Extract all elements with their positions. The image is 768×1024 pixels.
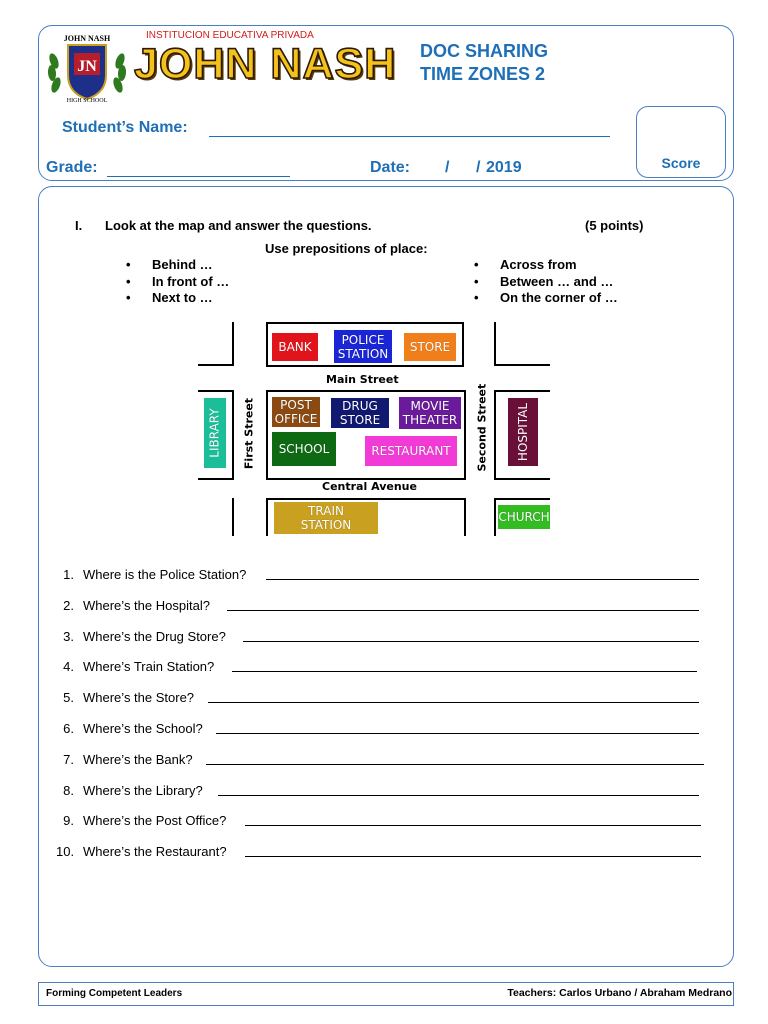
crest-bottom-text: HIGH SCHOOL <box>66 98 108 103</box>
date-slash-2: / <box>476 159 481 176</box>
list-item <box>56 752 716 783</box>
road-edge <box>266 498 466 500</box>
question-number: 6. <box>63 720 74 736</box>
prepositions-left-list <box>126 257 229 307</box>
list-item <box>56 721 716 752</box>
answer-line[interactable] <box>245 825 701 826</box>
list-item <box>56 629 716 660</box>
question-text: Where’s the Post Office? <box>83 813 227 829</box>
question-text: Where’s the Hospital? <box>83 597 210 613</box>
central-avenue-label: Central Avenue <box>322 480 417 493</box>
school-building: SCHOOL <box>272 432 336 466</box>
prepositions-title: Use prepositions of place: <box>265 241 428 256</box>
list-item <box>56 690 716 721</box>
road-edge <box>232 390 234 480</box>
section-numeral: I. <box>75 218 83 233</box>
road-edge <box>198 478 234 480</box>
school-name-logo: JOHN NASH <box>134 40 397 88</box>
road-edge <box>462 322 464 367</box>
road-edge <box>266 365 464 367</box>
list-item <box>56 659 716 690</box>
answer-line[interactable] <box>218 795 699 796</box>
list-item: • In front of … <box>126 274 229 291</box>
second-street-label: Second Street <box>475 383 489 472</box>
list-item: • Behind … <box>126 257 229 274</box>
question-number: 2. <box>63 597 74 613</box>
road-edge <box>494 322 496 366</box>
first-street-label: First Street <box>242 397 256 470</box>
road-edge <box>232 498 234 536</box>
list-item: • Next to … <box>126 290 229 307</box>
question-text: Where’s Train Station? <box>83 659 215 675</box>
road-edge <box>198 364 234 366</box>
road-edge <box>494 390 496 480</box>
question-text: Where’s the Store? <box>83 690 195 706</box>
svg-text:JN: JN <box>77 58 97 75</box>
hospital-building: HOSPITAL <box>508 398 538 466</box>
road-edge <box>494 498 550 500</box>
post-office-building: POST OFFICE <box>272 397 320 427</box>
school-crest-logo <box>44 31 130 103</box>
points-label: (5 points) <box>585 218 644 233</box>
list-item: • Across from <box>474 257 618 274</box>
question-text: Where’s the Restaurant? <box>83 844 227 860</box>
list-item <box>56 813 716 844</box>
answer-line[interactable] <box>206 764 704 765</box>
road-edge <box>494 478 550 480</box>
road-edge <box>494 498 496 536</box>
list-item <box>56 598 716 629</box>
question-number: 9. <box>63 813 74 829</box>
road-edge <box>266 390 466 392</box>
question-text: Where is the Police Station? <box>83 567 247 582</box>
score-box[interactable] <box>636 106 726 178</box>
road-edge <box>464 498 466 536</box>
date-year: 2019 <box>486 159 522 176</box>
document-title-line1: DOC SHARING <box>420 41 549 61</box>
date-slash-1: / <box>445 159 450 176</box>
answer-line[interactable] <box>245 856 701 857</box>
footer-teachers: Teachers: Carlos Urbano / Abraham Medrano <box>507 987 732 999</box>
document-title-line2: TIME ZONES 2 <box>420 64 546 84</box>
date-label: Date: <box>370 159 411 176</box>
drug-store-building: DRUG STORE <box>331 398 389 428</box>
list-item: • On the corner of … <box>474 290 618 307</box>
institution-type: INSTITUCION EDUCATIVA PRIVADA <box>146 30 314 41</box>
question-number: 8. <box>63 782 74 798</box>
road-edge <box>198 390 234 392</box>
movie-theater-building: MOVIE THEATER <box>399 397 461 429</box>
road-edge <box>232 322 234 366</box>
question-number: 10. <box>56 844 75 860</box>
student-name-field[interactable] <box>209 136 610 137</box>
bank-building: BANK <box>272 333 318 361</box>
road-edge <box>266 390 268 480</box>
list-item <box>56 783 716 814</box>
list-item <box>56 844 716 875</box>
list-item <box>56 567 716 598</box>
restaurant-building: RESTAURANT <box>365 436 457 466</box>
question-text: Where’s the School? <box>83 720 203 736</box>
road-edge <box>464 390 466 480</box>
question-text: Where’s the Library? <box>83 782 203 798</box>
score-label: Score <box>661 155 701 171</box>
question-number: 4. <box>63 659 74 675</box>
prepositions-right-list <box>474 257 618 307</box>
question-number: 5. <box>63 690 74 706</box>
question-number: 1. <box>63 567 74 582</box>
grade-label: Grade: <box>46 159 98 176</box>
road-edge <box>266 498 268 536</box>
police-station-building: POLICE STATION <box>334 330 392 363</box>
question-number: 7. <box>63 751 74 767</box>
main-street-label: Main Street <box>326 373 399 386</box>
list-item: • Between … and … <box>474 274 618 291</box>
train-station-building: TRAIN STATION <box>274 502 378 534</box>
student-name-label: Student’s Name: <box>62 119 188 136</box>
store-building: STORE <box>404 333 456 361</box>
town-map <box>198 320 550 538</box>
church-building: CHURCH <box>498 505 550 529</box>
answer-line[interactable] <box>216 733 699 734</box>
question-list <box>56 567 716 875</box>
road-edge <box>494 390 550 392</box>
document-title <box>420 40 548 86</box>
answer-line[interactable] <box>266 579 699 580</box>
road-edge <box>266 322 464 324</box>
answer-line[interactable] <box>232 671 697 672</box>
answer-line[interactable] <box>227 610 699 611</box>
library-building: LIBRARY <box>204 398 226 468</box>
answer-line[interactable] <box>208 702 699 703</box>
answer-line[interactable] <box>243 641 699 642</box>
question-text: Where’s the Bank? <box>83 751 193 767</box>
road-edge <box>266 322 268 367</box>
question-number: 3. <box>63 628 74 644</box>
question-text: Where’s the Drug Store? <box>83 628 226 644</box>
footer-motto: Forming Competent Leaders <box>46 988 183 999</box>
road-edge <box>494 364 550 366</box>
instruction-text: Look at the map and answer the questions. <box>105 218 372 233</box>
grade-field[interactable] <box>107 176 290 177</box>
crest-top-text: JOHN NASH <box>63 34 111 43</box>
